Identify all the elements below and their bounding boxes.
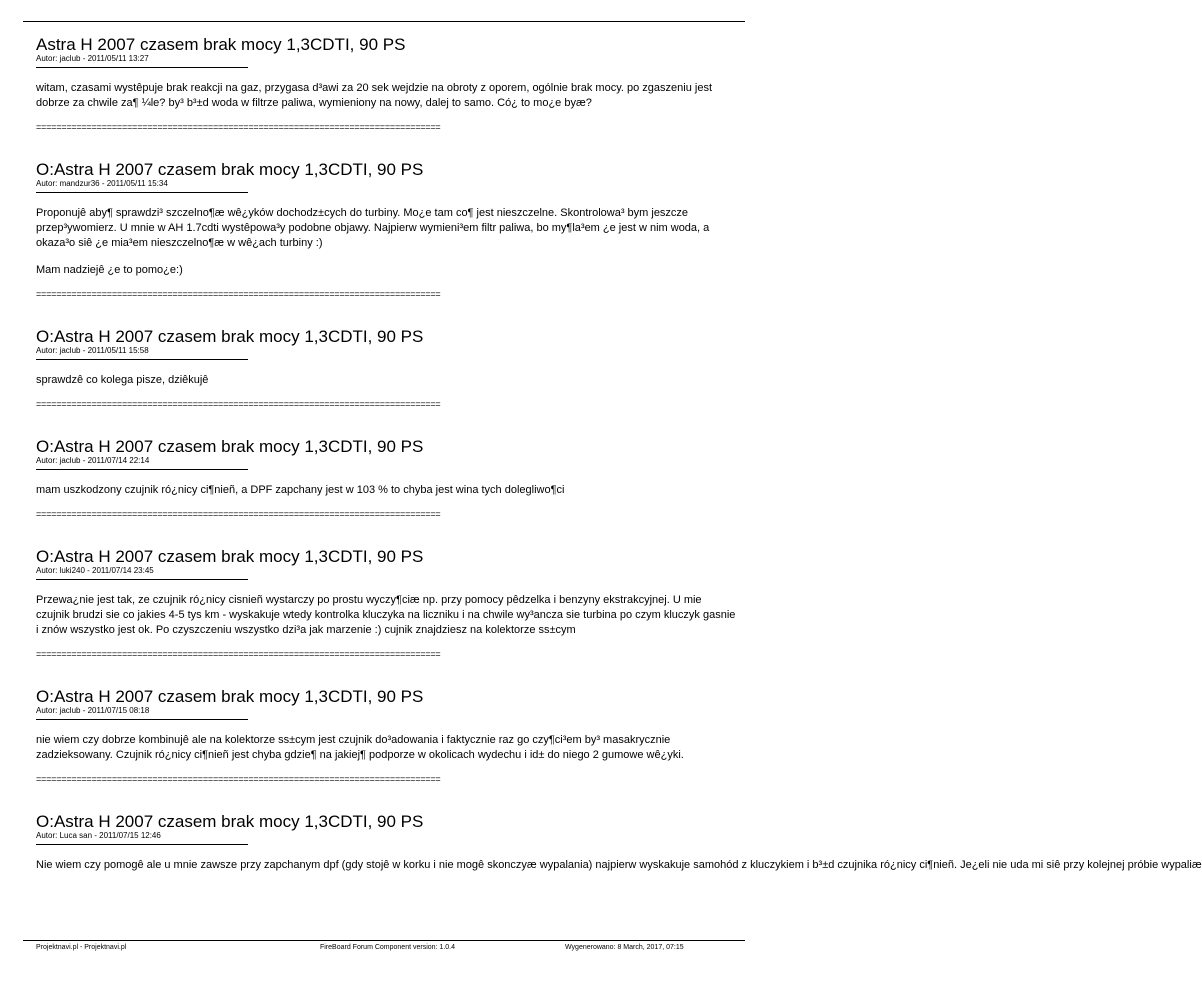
meta-divider [36,579,248,580]
meta-divider [36,719,248,720]
post-body [36,373,736,388]
post-paragraph: Nie wiem czy pomogê ale u mnie zawsze przy zapchanym dpf (gdy stojê w korku i nie mogê skonczyæ wypalania) najpierw wyskakuje samohód z kluczykiem i b³±d czujnika ró¿nicy ci¶nieñ. Je¿eli nie uda mi siê przy kolejnej próbie wypaliæ [36,859,1202,871]
top-rule [23,21,745,22]
post-title: O:Astra H 2007 czasem brak mocy 1,3CDTI, 90 PS [36,160,424,179]
meta-divider [36,359,248,360]
post-body [36,206,736,278]
post-title: O:Astra H 2007 czasem brak mocy 1,3CDTI, 90 PS [36,327,424,346]
post-body [36,858,1202,873]
post-title: O:Astra H 2007 czasem brak mocy 1,3CDTI, 90 PS [36,687,424,706]
footer-generated-date: Wygenerowano: 8 March, 2017, 07:15 [565,944,684,951]
post-title: O:Astra H 2007 czasem brak mocy 1,3CDTI, 90 PS [36,812,424,831]
post-meta: Autor: luki240 - 2011/07/14 23:45 [36,566,154,575]
post-separator: ================================================================================ [36,122,441,132]
post [36,161,736,299]
meta-divider [36,67,248,68]
post [36,548,736,659]
post-separator: ================================================================================ [36,289,441,299]
post-meta: Autor: jaclub - 2011/07/15 08:18 [36,706,150,715]
post-meta: Autor: jaclub - 2011/07/14 22:14 [36,456,150,465]
post-meta: Autor: jaclub - 2011/05/11 13:27 [36,54,149,63]
footer-component-version: FireBoard Forum Component version: 1.0.4 [320,944,456,951]
post-body [36,483,736,498]
post-title: O:Astra H 2007 czasem brak mocy 1,3CDTI, 90 PS [36,547,424,566]
post-meta: Autor: Luca san - 2011/07/15 12:46 [36,831,161,840]
post [36,328,736,409]
post-separator: ================================================================================ [36,649,441,659]
footer-site: Projektnavi.pl - Projektnavi.pl [36,944,127,951]
post-body [36,733,736,763]
post [36,688,736,784]
post-title: Astra H 2007 czasem brak mocy 1,3CDTI, 90 PS [36,35,406,54]
post-paragraph: Proponujê aby¶ sprawdzi³ szczelno¶æ wê¿yków dochodz±cych do turbiny. Mo¿e tam co¶ jest nieszczelne. Skontrolowa³ bym jeszcze przep³ywomierz. U mnie w AH 1.7cdti wystêpowa³y podobne objawy. Najpierw wymieni³em filtr paliwa, bo my¶la³em ¿e jest w nim woda, a okaza³o siê ¿e mia³em nieszczelno¶æ w wê¿ach turbiny :) [36,207,710,249]
post-paragraph: sprawdzê co kolega pisze, dziêkujê [36,374,209,386]
post [36,36,736,132]
post-body [36,81,736,111]
post-separator: ================================================================================ [36,774,441,784]
post-meta: Autor: mandzur36 - 2011/05/11 15:34 [36,179,168,188]
post-paragraph: Mam nadziejê ¿e to pomo¿e:) [36,264,183,276]
post-paragraph: witam, czasami wystêpuje brak reakcji na gaz, przygasa d³awi za 20 sek wejdzie na obroty z oporem, ogólnie brak mocy. po zgaszeniu jest dobrze za chwile za¶ ¼le? by³ b³±d woda w filtrze paliwa, wymieniony na nowy, dalej to samo. Có¿ to mo¿e byæ? [36,82,713,109]
meta-divider [36,192,248,193]
post-paragraph: mam uszkodzony czujnik ró¿nicy ci¶nieñ, a DPF zapchany jest w 103 % to chyba jest wina tych dolegliwo¶ci [36,484,565,496]
post-separator: ================================================================================ [36,399,441,409]
post-paragraph: Przewa¿nie jest tak, ze czujnik ró¿nicy cisnieñ wystarczy po prostu wyczy¶ciæ np. przy pomocy pêdzelka i benzyny ekstrakcyjnej. U mie czujnik brudzi sie co jakies 4-5 tys km - wyskakuje wtedy kontrolka kluczyka na liczniku i na chwile wy³ancza sie turbina po czym kluczyk gasnie i znów wszystko jest ok. Po czyszczeniu wszystko dzi³a jak marzenie :) cujnik znajdziesz na kolektorze ss±cym [36,594,736,636]
post-meta: Autor: jaclub - 2011/05/11 15:58 [36,346,149,355]
post [36,438,736,519]
meta-divider [36,844,248,845]
thread-content [36,35,1202,885]
post-body [36,593,736,638]
post [36,812,1202,873]
post-paragraph: nie wiem czy dobrze kombinujê ale na kolektorze ss±cym jest czujnik do³adowania i faktycznie raz go czy¶ci³em by³ masakrycznie zadzieksowany. Czujnik ró¿nicy ci¶nieñ jest chyba gdzie¶ na jakiej¶ podporze w okolicach wydechu i id± do niego 2 gumowe wê¿yki. [36,734,684,761]
post-title: O:Astra H 2007 czasem brak mocy 1,3CDTI, 90 PS [36,437,424,456]
footer-rule [23,940,745,941]
post-separator: ================================================================================ [36,509,441,519]
meta-divider [36,469,248,470]
